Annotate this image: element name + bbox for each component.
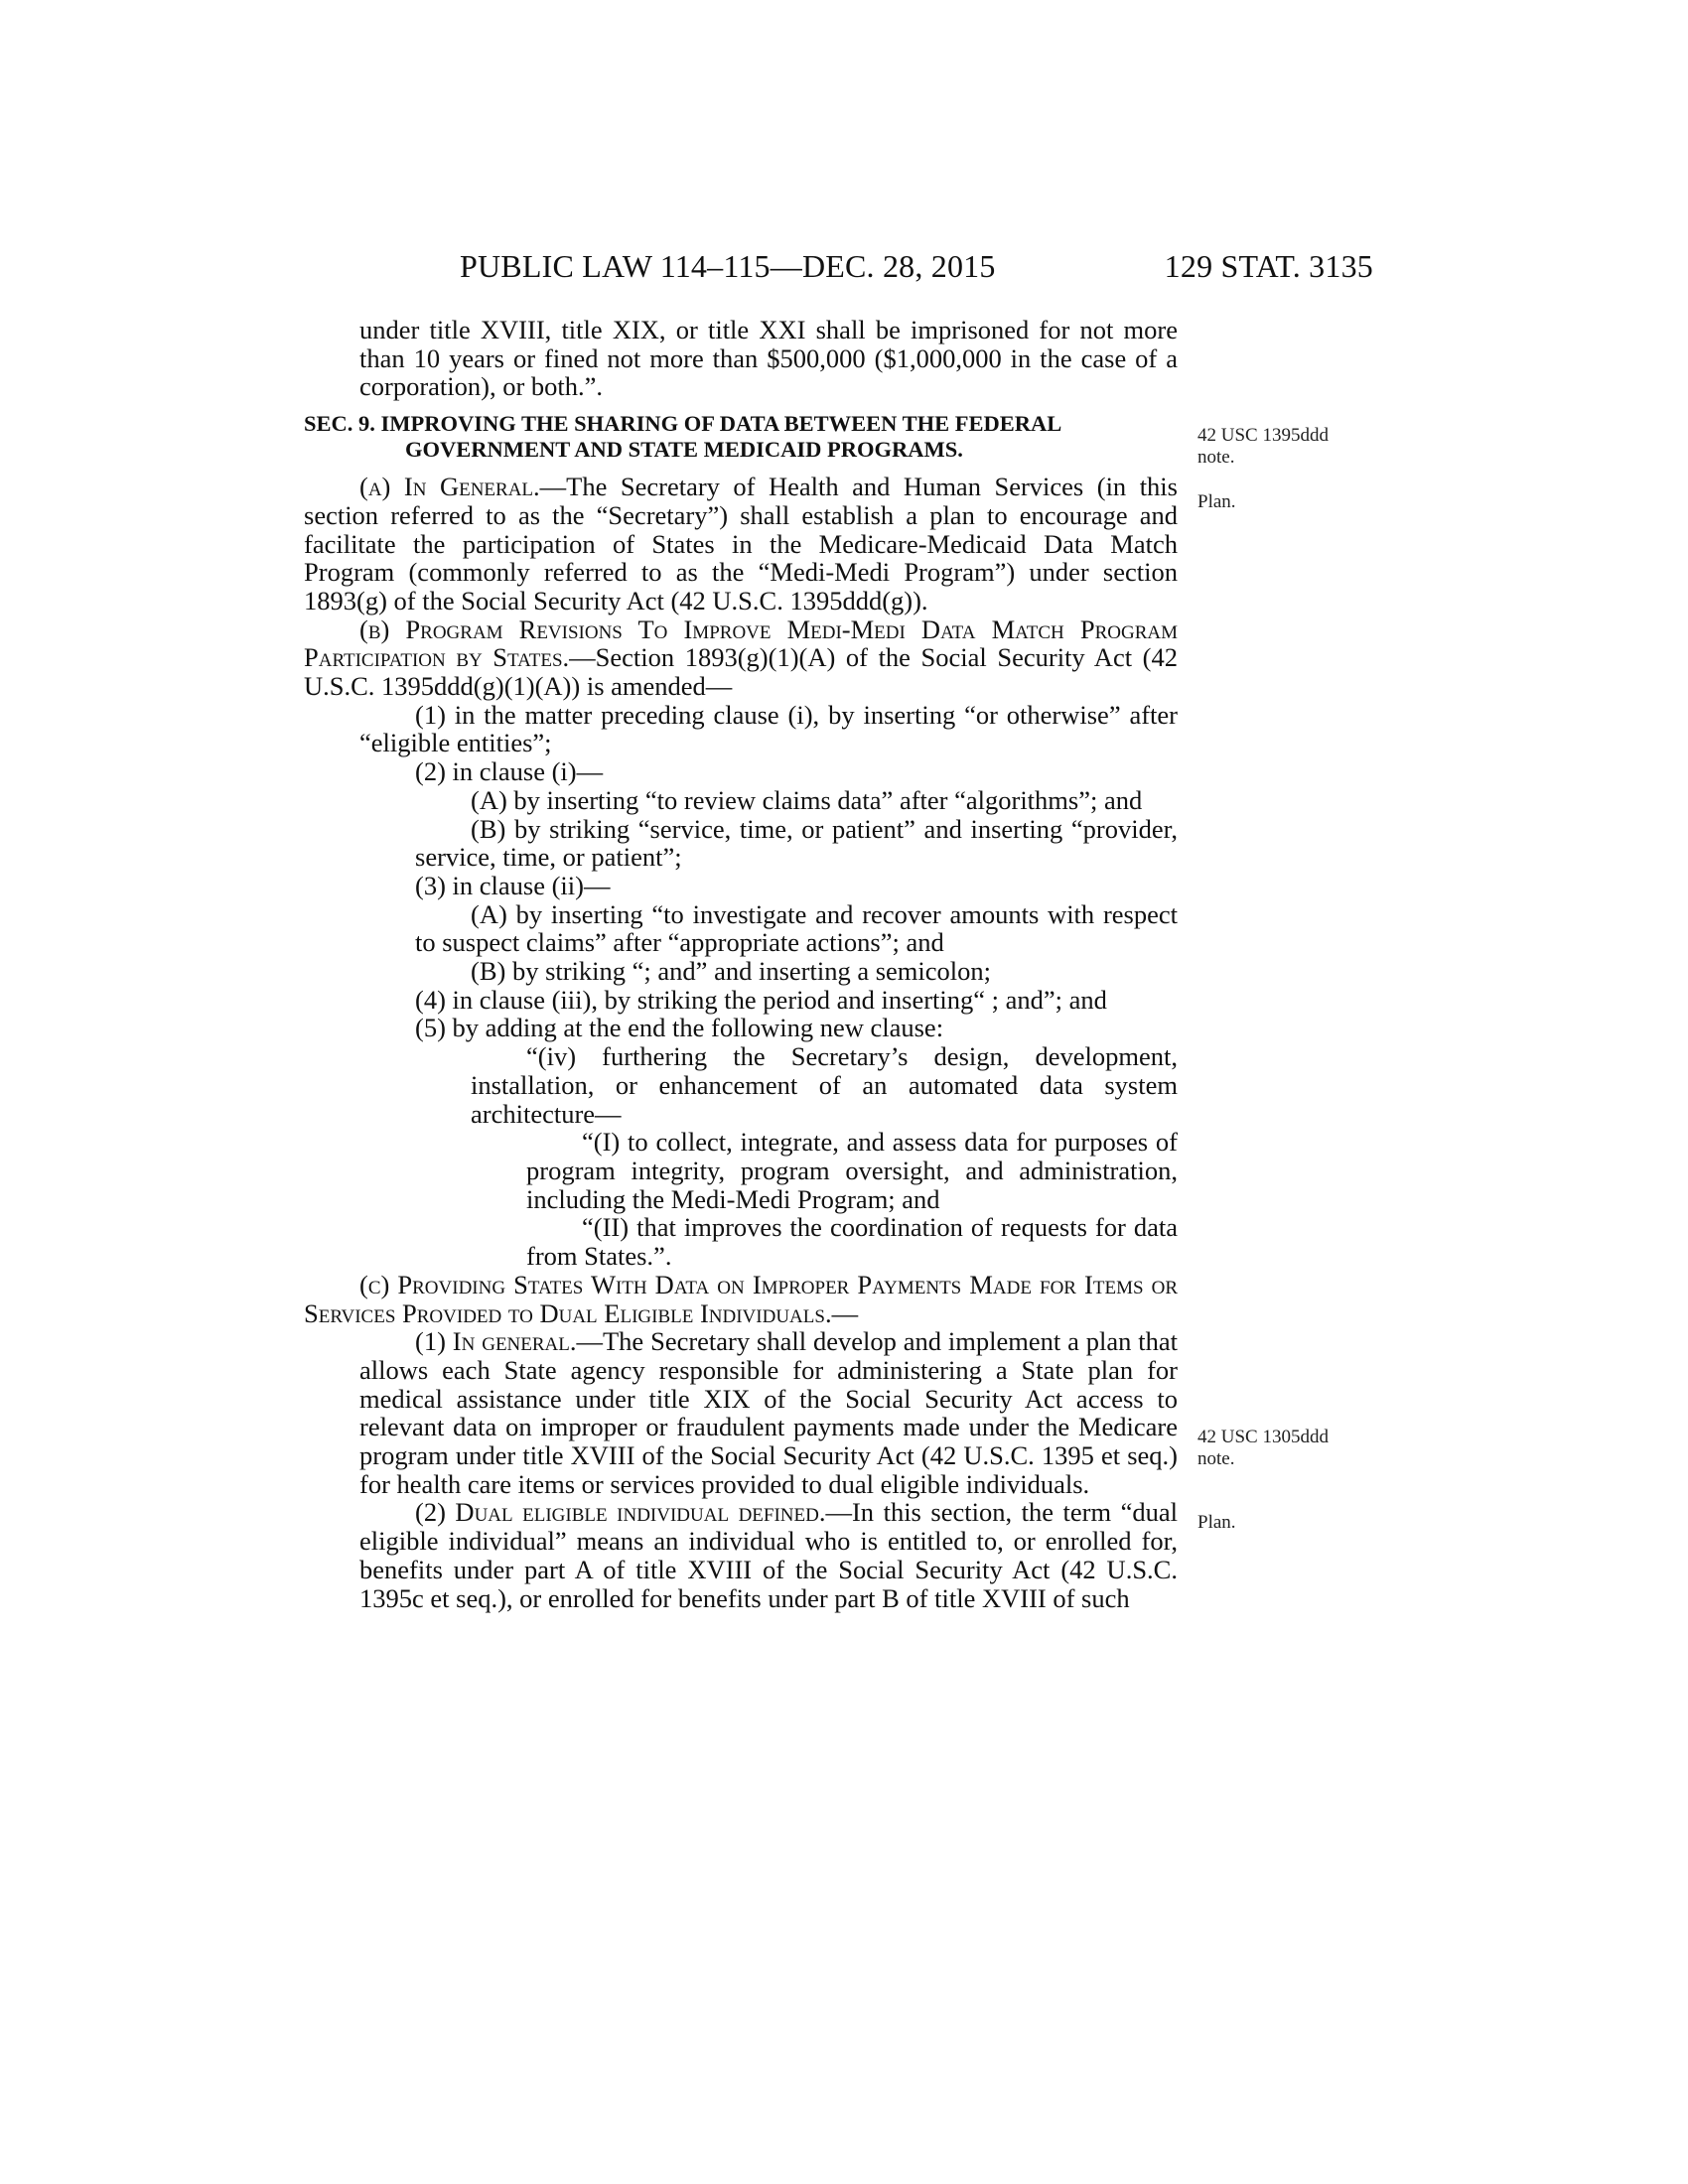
margin-cite: 42 USC 1395ddd xyxy=(1197,425,1329,446)
paragraph-b4: (4) in clause (iii), by striking the period and inserting“ ; and”; and xyxy=(415,984,1107,1015)
paragraph-b3: (3) in clause (ii)— xyxy=(415,870,611,900)
margin-cite: 42 USC 1305ddd xyxy=(1197,1427,1329,1447)
paragraph-b2B: (B) by striking “service, time, or patient” and inserting “provider, service, time, or patient”; xyxy=(415,813,1178,873)
subclause-I: “(I) to collect, integrate, and assess data for purposes of program integrity, program oversight, and administration, including the Medi-Medi Program; and xyxy=(526,1127,1178,1214)
paragraph-c2-text: —In this section, the term “dual eligible individual” means an individual who is entitled to, or enrolled for, benefits under part A of title XVIII of the Social Security Act (42 U.S.C. 1395c et seq.), or enrolled for benefits under part B of title XVIII of such xyxy=(359,1497,1178,1613)
margin-note: note. xyxy=(1197,447,1235,468)
subsection-a-heading: (a) In General. xyxy=(359,472,540,502)
paragraph-c2-heading: (2) Dual eligible individual defined. xyxy=(415,1497,826,1528)
paragraph-b2A: (A) by inserting “to review claims data” after “algorithms”; and xyxy=(471,784,1143,815)
section-heading-line1: SEC. 9. IMPROVING THE SHARING OF DATA BETWEEN THE FEDERAL xyxy=(304,411,1062,437)
section-heading xyxy=(304,411,1178,463)
paragraph-c1-heading: (1) In general. xyxy=(415,1326,577,1357)
margin-note-plan-c1: Plan. xyxy=(1197,1512,1236,1533)
statute-text xyxy=(304,316,1178,1612)
paragraph-b1: (1) in the matter preceding clause (i), by inserting “or otherwise” after “eligible entities”; xyxy=(359,699,1178,758)
running-head: PUBLIC LAW 114–115—DEC. 28, 2015 xyxy=(460,248,996,284)
page-number: 129 STAT. 3135 xyxy=(1164,248,1373,284)
subsection-b xyxy=(304,615,1178,701)
section-heading-line2: GOVERNMENT AND STATE MEDICAID PROGRAMS. xyxy=(405,437,963,463)
paragraph-b5: (5) by adding at the end the following new clause: xyxy=(415,1013,944,1043)
subsection-c-heading: (c) Providing States With Data on Improper Payments Made for Items or Services Provided to Dual Eligible Individuals. xyxy=(304,1269,1178,1328)
margin-note-plan-a: Plan. xyxy=(1197,491,1236,512)
subsection-b-heading: (b) Program Revisions To Improve Medi-Medi Data Match Program Participation by States. xyxy=(304,614,1178,673)
margin-note-sec9 xyxy=(1197,425,1329,469)
subsection-a xyxy=(304,473,1178,615)
margin-note-subsec-c xyxy=(1197,1427,1329,1470)
paragraph-b3B: (B) by striking “; and” and inserting a semicolon; xyxy=(471,956,991,987)
margin-note: note. xyxy=(1197,1448,1235,1469)
intro-paragraph: under title XVIII, title XIX, or title XXI shall be imprisoned for not more than 10 years or fined not more than $500,000 ($1,000,000 in the case of a corporation), or both.”. xyxy=(359,315,1178,402)
paragraph-c1 xyxy=(304,1327,1178,1498)
clause-iv: “(iv) furthering the Secretary’s design, development, installation, or enhancement of an automated data system architecture— xyxy=(471,1041,1178,1129)
subsection-c xyxy=(304,1271,1178,1327)
subsection-b-text: —Section 1893(g)(1)(A) of the Social Security Act (42 U.S.C. 1395ddd(g)(1)(A)) is amended— xyxy=(304,642,1178,702)
subsection-c-text: — xyxy=(831,1297,859,1328)
page-header xyxy=(460,248,1373,288)
paragraph-c1-text: —The Secretary shall develop and implement a plan that allows each State agency responsible for administering a State plan for medical assistance under title XIX of the Social Security Act access to relevant data on improper or fraudulent payments made under the Medicare program under title XVIII of the Social Security Act (42 U.S.C. 1395 et seq.) for health care items or services provided to dual eligible individuals. xyxy=(359,1326,1178,1499)
subsection-a-text: —The Secretary of Health and Human Services (in this section referred to as the “Secretary”) shall establish a plan to encourage and facilitate the participation of States in the Medicare-Medicaid Data Match Program (commonly referred to as the “Medi-Medi Program”) under section 1893(g) of the Social Security Act (42 U.S.C. 1395ddd(g)). xyxy=(304,472,1178,615)
subclause-II: “(II) that improves the coordination of requests for data from States.”. xyxy=(526,1212,1178,1272)
paragraph-c2 xyxy=(304,1498,1178,1612)
paragraph-b2: (2) in clause (i)— xyxy=(415,756,604,787)
paragraph-b3A: (A) by inserting “to investigate and recover amounts with respect to suspect claims” after “appropriate actions”; and xyxy=(415,898,1178,958)
